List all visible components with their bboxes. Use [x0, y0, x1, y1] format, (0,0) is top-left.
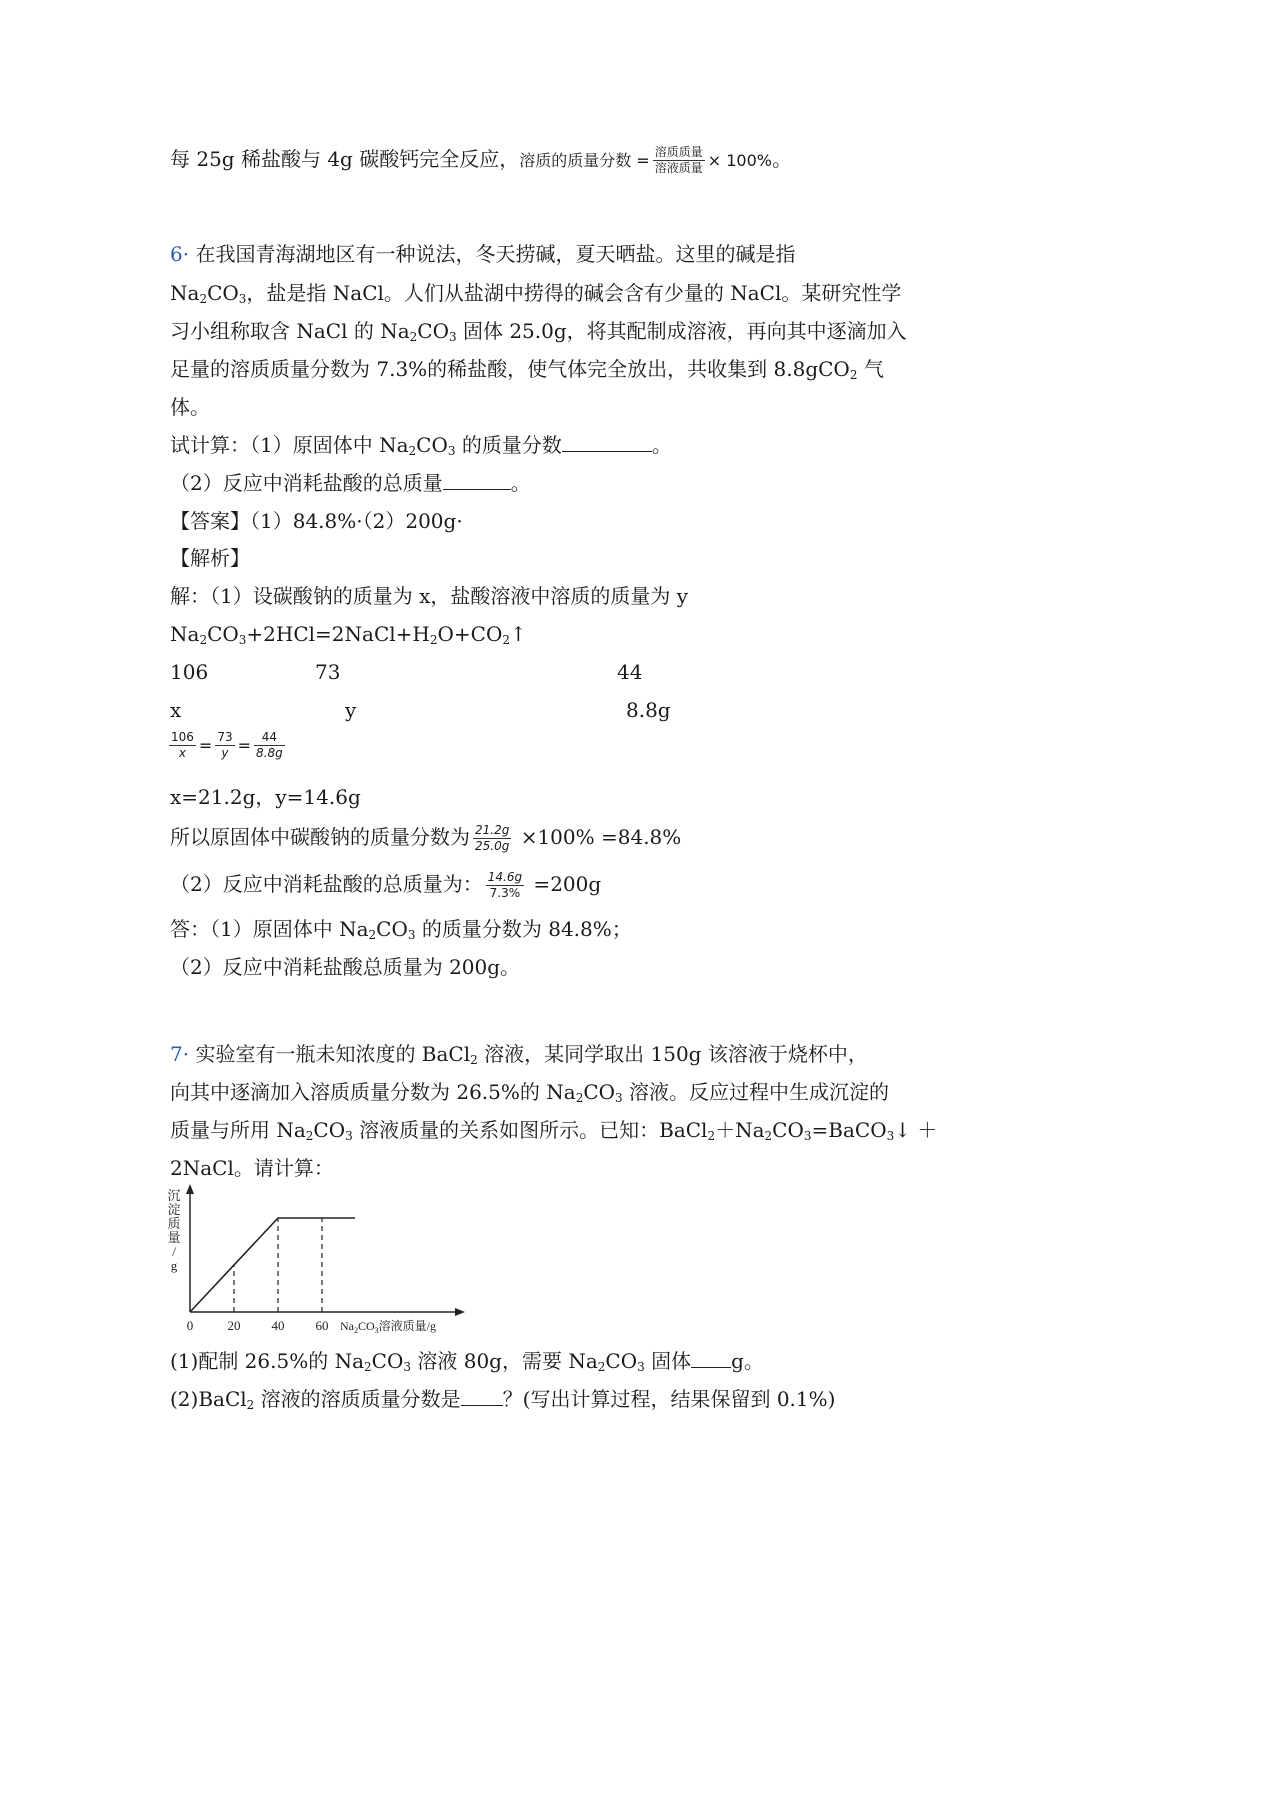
- x-axis-arrow: [455, 1308, 465, 1316]
- q6-line-3: 习小组称取含 NaCl 的 $Na_2CO_3$ 固体 25.0g，将其配制成溶液，再向其中逐滴加入: [170, 319, 907, 344]
- y-label-char: /: [172, 1244, 176, 1259]
- q6-ratio: $\frac{106}{x}$ = $\frac{73}{y}$ = $\frac{44}{8.8g}$: [171, 730, 283, 760]
- mass-fraction-formula: $\frac{\text{溶质质量}}{\text{溶液质量}}$: [654, 145, 703, 175]
- q6-molar-masses: 106: [170, 660, 209, 684]
- q6-question-1: 试计算：（1）原固体中 $Na_2CO_3$ 的质量分数 。: [170, 433, 672, 458]
- x-tick-label: 60: [315, 1318, 329, 1333]
- answer-blank[interactable]: [691, 1349, 731, 1368]
- q6-line-1: 6· 在我国青海湖地区有一种说法，冬天捞碱，夏天晒盐。这里的碱是指: [170, 242, 796, 266]
- intro-line: 每 25g 稀盐酸与 4g 碳酸钙完全反应，溶质的质量分数 = $\frac{\text{溶质质量}}{\text{溶液质量}}$ × 100%。: [170, 145, 792, 175]
- question-number: 6: [170, 242, 183, 266]
- q7-question-2: (2)BaCl$_2$ 溶液的溶质质量分数是 ？(写出计算过程，结果保留到 0.1%): [170, 1387, 836, 1412]
- q6-result: x=21.2g，y=14.6g: [170, 785, 361, 809]
- q6-percent: 所以原固体中碳酸钠的质量分数为 $\frac{21.2g}{25.0g}$ ×100% =84.8%: [170, 823, 682, 853]
- q6-question-2: （2）反应中消耗盐酸的总质量 。: [170, 471, 531, 495]
- y-label-char: 沉: [167, 1188, 181, 1203]
- y-axis-arrow: [186, 1184, 194, 1194]
- y-label-char: 质: [167, 1216, 181, 1231]
- q6-equation: $Na_2CO_3+2HCl=2NaCl+H_2O+CO_2↑$: [170, 622, 527, 647]
- answer-blank[interactable]: [443, 471, 511, 490]
- y-label-char: 淀: [167, 1202, 181, 1217]
- y-label-char: 量: [167, 1230, 181, 1245]
- q6-line-5: 体。: [170, 395, 210, 419]
- q7-line-3: 质量与所用 $Na_2CO_3$ 溶液质量的关系如图所示。已知：$BaCl_2+Na_2CO_3=BaCO_3↓$ ＋: [170, 1118, 938, 1143]
- x-tick-label: 20: [227, 1318, 241, 1333]
- y-label-char: g: [170, 1258, 178, 1273]
- q6-unknowns: x: [170, 698, 182, 722]
- q6-conclusion-1: 答：（1）原固体中 $Na_2CO_3$ 的质量分数为 84.8%；: [170, 917, 632, 942]
- q6-solution-1: 解：（1）设碳酸钠的质量为 x，盐酸溶液中溶质的质量为 y: [170, 584, 689, 608]
- q6-answer: 【答案】（1）84.8%·（2）200g·: [170, 509, 463, 533]
- answer-blank[interactable]: [562, 433, 652, 452]
- precipitate-line: [190, 1218, 355, 1312]
- x-tick-label: 0: [186, 1318, 194, 1333]
- answer-blank[interactable]: [461, 1387, 503, 1406]
- q7-line-1: 7· 实验室有一瓶未知浓度的 BaCl$_2$ 溶液，某同学取出 150g 该溶液于烧杯中，: [170, 1042, 868, 1067]
- precipitate-chart: [160, 1180, 480, 1340]
- x-axis-label: $Na_2CO_3$溶液质量/g: [340, 1319, 437, 1335]
- q7-line-4: 2NaCl。请计算：: [170, 1156, 334, 1180]
- q6-line-4: 足量的溶质质量分数为 7.3%的稀盐酸，使气体完全放出，共收集到 8.8gCO$_2$ 气: [170, 357, 884, 382]
- q6-line-2: $Na_2CO_3$，盐是指 NaCl。人们从盐湖中捞得的碱会含有少量的 NaCl。某研究性学: [170, 281, 902, 306]
- q7-line-2: 向其中逐滴加入溶质质量分数为 26.5%的 $Na_2CO_3$ 溶液。反应过程中生成沉淀的: [170, 1080, 890, 1105]
- question-number: 7: [170, 1042, 183, 1066]
- x-tick-label: 40: [271, 1318, 285, 1333]
- y-axis-label: [167, 1188, 180, 1273]
- q6-total: （2）反应中消耗盐酸的总质量为： $\frac{14.6g}{7.3\%}$ =200g: [170, 870, 602, 900]
- q6-analysis-heading: 【解析】: [170, 546, 250, 570]
- q7-question-1: (1)配制 26.5%的 $Na_2CO_3$ 溶液 80g，需要 $Na_2CO_3$ 固体 g。: [170, 1349, 764, 1374]
- q6-conclusion-2: （2）反应中消耗盐酸总质量为 200g。: [170, 955, 521, 979]
